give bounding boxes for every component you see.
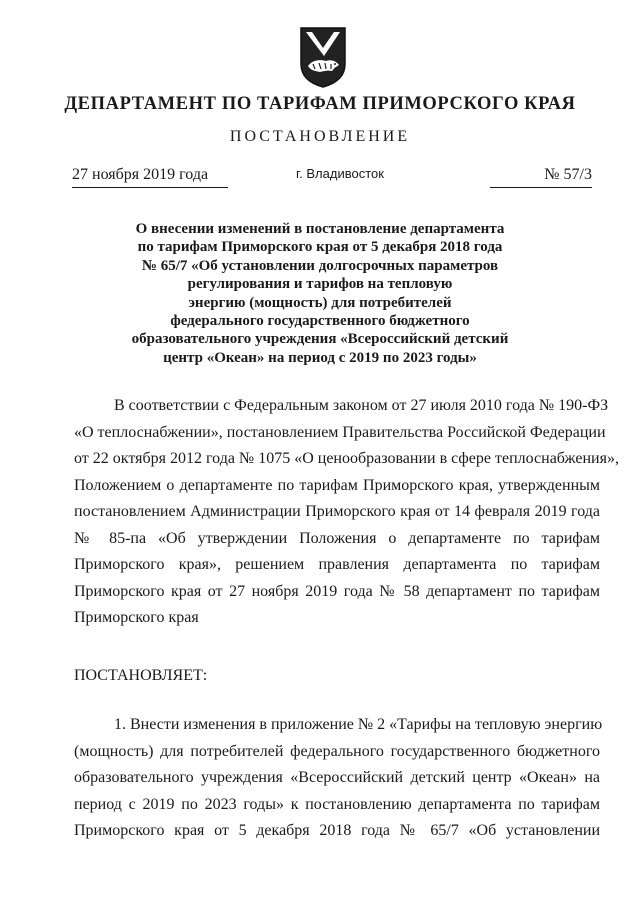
paragraph-line: Положением о департаменте по тарифам Приморского края, утвержденным (74, 476, 600, 494)
paragraph-line: (мощность) для потребителей федерального государственного бюджетного (74, 742, 600, 760)
subject-line: центр «Океан» на период с 2019 по 2023 годы» (163, 349, 477, 366)
subject-line: образовательного учреждения «Всероссийский детский (131, 331, 509, 348)
paragraph-line: «О теплоснабжении», постановлением Правительства Российской Федерации (74, 423, 606, 441)
paragraph-line: № 85-па «Об утверждении Положения о департаменте по тарифам (74, 529, 600, 547)
paragraph-line: Приморского края от 27 ноября 2019 года № 58 департамент по тарифам (74, 582, 600, 600)
paragraph-line: 1. Внести изменения в приложение № 2 «Тарифы на тепловую энергию (114, 716, 603, 733)
resolves-heading (74, 663, 600, 690)
paragraph-line: Приморского края (74, 609, 199, 626)
resolves-text: ПОСТАНОВЛЯЕТ: (74, 667, 208, 684)
paragraph-line: от 22 октября 2012 года № 1075 «О ценообразовании в сфере теплоснабжения», (74, 450, 619, 467)
coat-of-arms-icon (298, 26, 348, 88)
document-type: ПОСТАНОВЛЕНИЕ (229, 128, 411, 145)
paragraph-line: постановлением Администрации Приморского края от 14 февраля 2019 года (74, 503, 600, 520)
document-date: 27 ноября 2019 года (72, 166, 228, 188)
document-city: г. Владивосток (296, 166, 384, 181)
department-title: ДЕПАРТАМЕНТ ПО ТАРИФАМ ПРИМОРСКОГО КРАЯ (64, 94, 576, 114)
paragraph-line: период с 2019 по 2023 годы» к постановлению департамента по тарифам (74, 795, 600, 813)
paragraph-line: В соответствии с Федеральным законом от 27 июля 2010 года № 190-ФЗ (114, 397, 609, 414)
subject-line: энергию (мощность) для потребителей (188, 294, 452, 311)
subject-line: № 65/7 «Об установлении долгосрочных параметров (141, 257, 499, 274)
document-number: № 57/3 (490, 166, 592, 188)
document-subject (110, 220, 530, 367)
paragraph-line: образовательного учреждения «Всероссийский детский центр «Океан» на (74, 769, 600, 786)
preamble-paragraph (74, 393, 619, 632)
subject-line: федерального государственного бюджетного (170, 313, 470, 330)
paragraph-line: Приморского края от 5 декабря 2018 года № 65/7 «Об установлении (74, 822, 600, 839)
paragraph-line: Приморского края», решением правления департамента по тарифам (74, 556, 600, 573)
subject-line: по тарифам Приморского края от 5 декабря 2018 года (137, 239, 503, 256)
subject-line: регулирования и тарифов на тепловую (187, 276, 453, 293)
item-1-paragraph (74, 712, 603, 845)
subject-line: О внесении изменений в постановление департамента (135, 221, 505, 237)
